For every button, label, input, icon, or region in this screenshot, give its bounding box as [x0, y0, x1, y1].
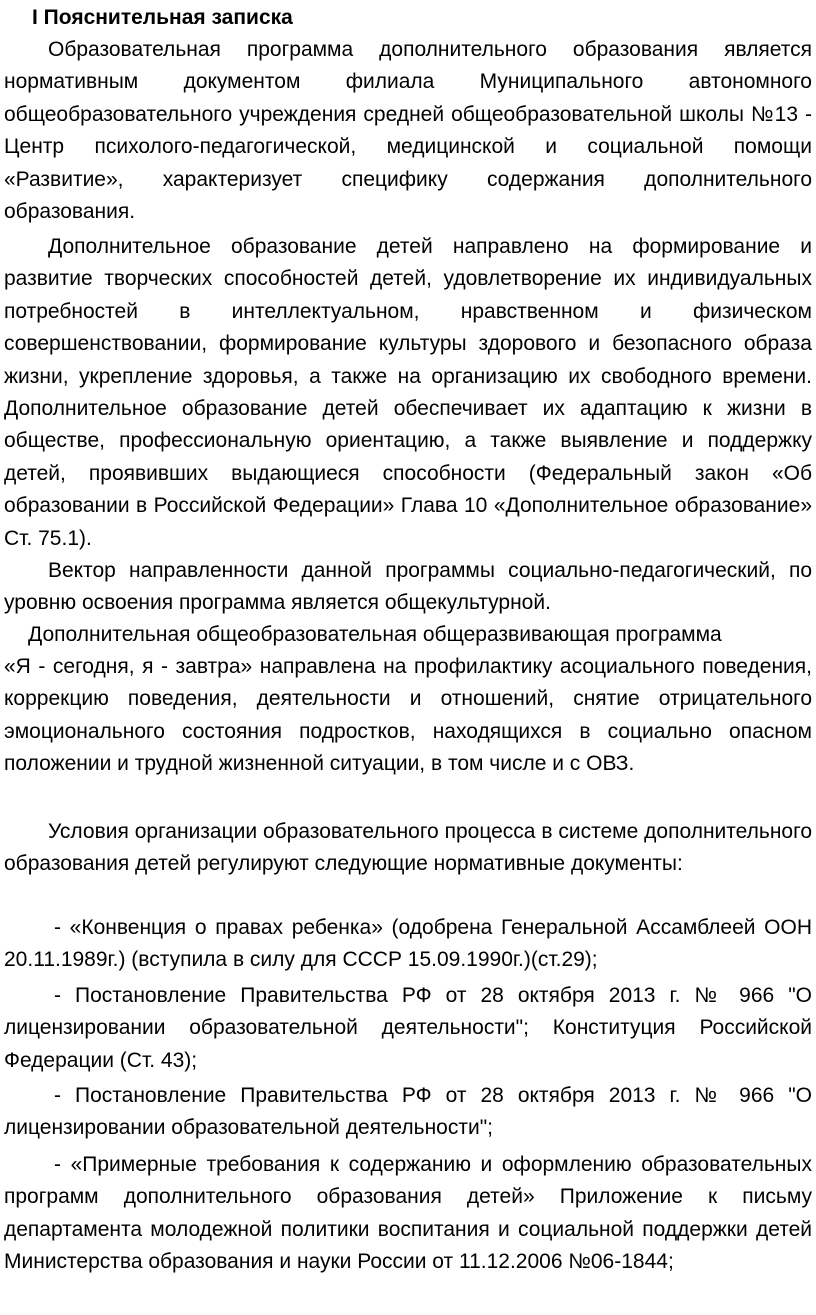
list-item: - «Примерные требования к содержанию и оформлению образовательных программ дополнительного образования детей» Приложение к письму департамента молодежной политики воспитания и социальной поддержки детей Министерства образования и науки России от 11.12.2006 №06-1844; [4, 1153, 812, 1274]
list-item: - Постановление Правительства РФ от 28 октября 2013 г. № 966 "О лицензировании образовательной деятельности"; [4, 1084, 812, 1140]
paragraph-3: Вектор направленности данной программы социально-педагогический, по уровню освоения программа является общекультурной. [4, 559, 812, 615]
paragraph-4: «Я - сегодня, я - завтра» направлена на профилактику асоциального поведения, коррекцию поведения, деятельности и отношений, снятие отрицательного эмоционального состояния подростков, находящихся в социально опасном положении и трудной жизненной ситуации, в том числе и с ОВЗ. [4, 655, 812, 776]
paragraph-5: Условия организации образовательного процесса в системе дополнительного образования детей регулируют следующие нормативные документы: [4, 820, 812, 876]
list-item: - Постановление Правительства РФ от 28 октября 2013 г. № 966 "О лицензировании образовательной деятельности"; Конституция Российской Федерации (Ст. 43); [4, 984, 812, 1072]
paragraph-1: Образовательная программа дополнительного образования является нормативным документом филиала Муниципального автономного общеобразовательного учреждения средней общеобразовательной школы №13 - Центр психолого-педагогической, медицинской и социальной помощи «Развитие», характеризует специфику содержания дополнительного образования. [4, 38, 812, 224]
list-item: - «Конвенция о правах ребенка» (одобрена Генеральной Ассамблеей ООН 20.11.1989г.) (вступила в силу для СССР 15.09.1990г.)(ст.29); [4, 916, 812, 972]
document-title: I Пояснительная записка [32, 6, 293, 29]
paragraph-2: Дополнительное образование детей направлено на формирование и развитие творческих способностей детей, удовлетворение их индивидуальных потребностей в интеллектуальном, нравственном и физическом совершенствовании, формирование культуры здорового и безопасного образа жизни, укрепление здоровья, а также на организацию их свободного времени. Дополнительное образование детей обеспечивает их адаптацию к жизни в обществе, профессиональную ориентацию, а также выявление и поддержку детей, проявивших выдающиеся способности (Федеральный закон «Об образовании в Российской Федерации» Глава 10 «Дополнительное образование» Ст. 75.1). [4, 235, 812, 550]
paragraph-4-heading: Дополнительная общеобразовательная общеразвивающая программа [28, 623, 722, 646]
